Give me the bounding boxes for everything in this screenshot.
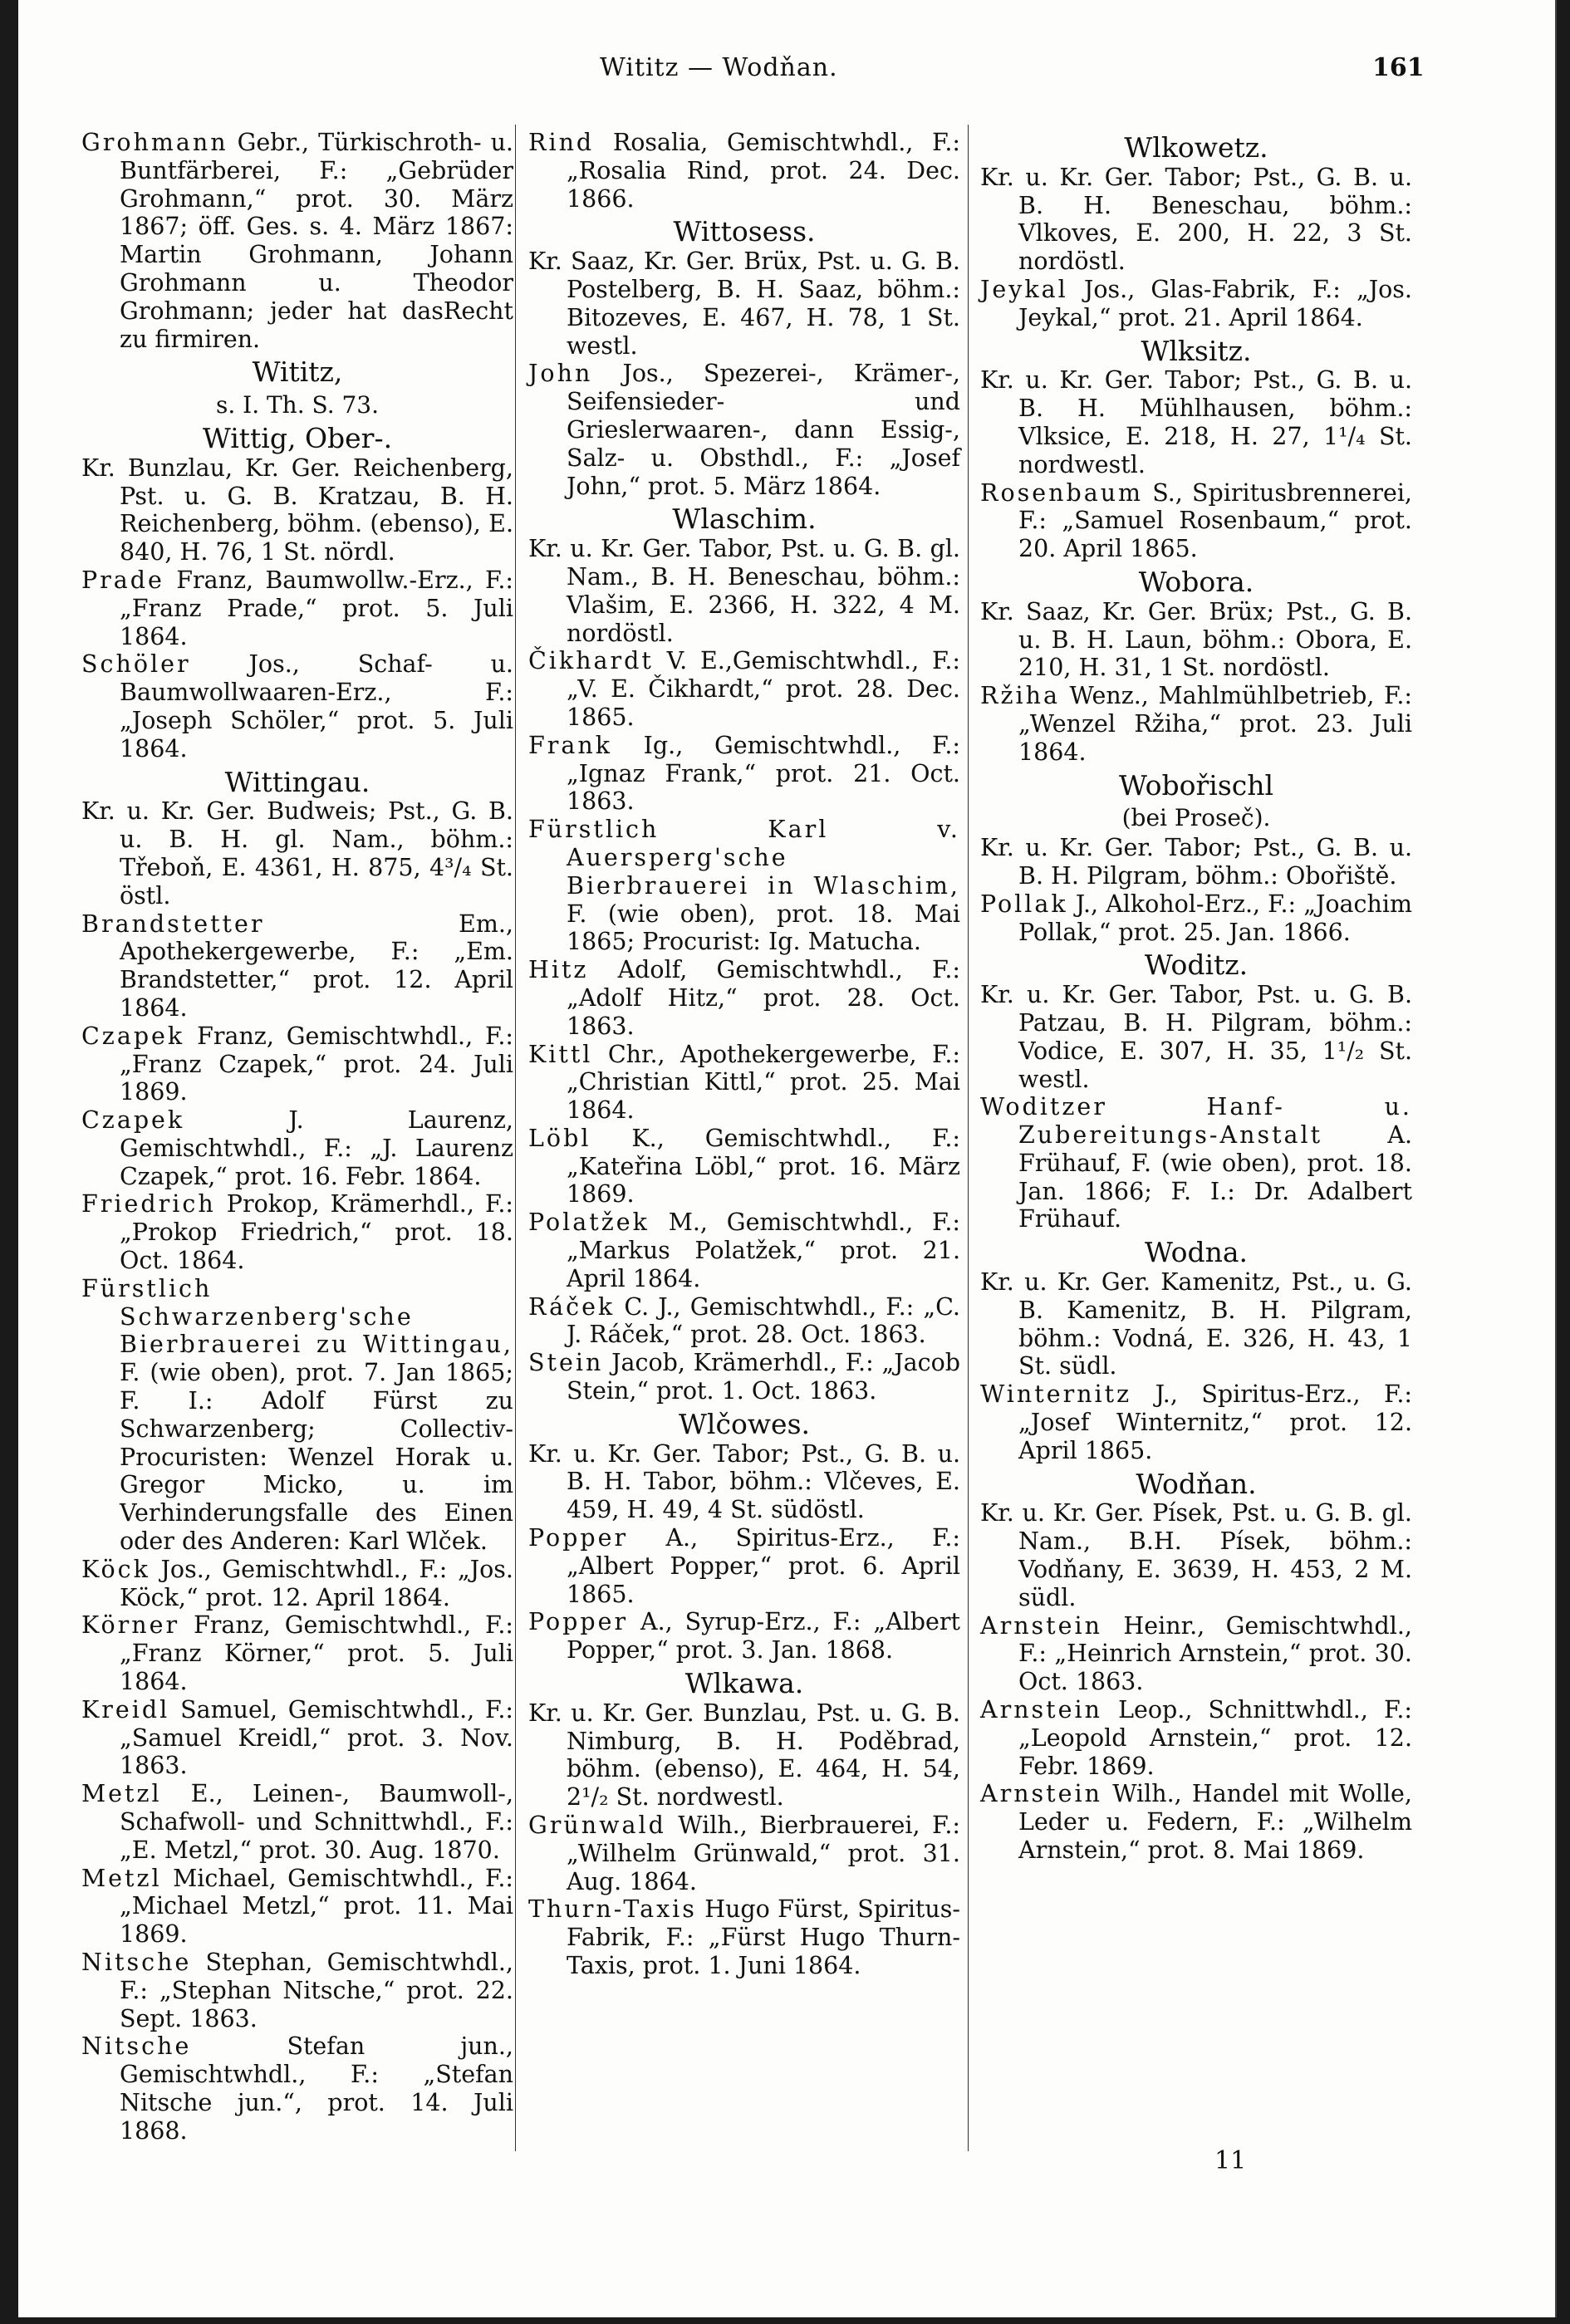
entry-text: Kr. u. Kr. Ger. Tabor; Pst., G. B. u. B. H. Beneschau, böhm.: Vlkoves, E. 200, H. 22, 3 St. nordöstl. xyxy=(980,163,1412,276)
entry-text: Michael, Gemischtwhdl., F.: „Michael Metzl,“ prot. 11. Mai 1869. xyxy=(120,1864,513,1949)
entry-text: Kr. Saaz, Kr. Ger. Brüx, Pst. u. G. B. Postelberg, B. H. Saaz, böhm.: Bitozeves, E. 467, H. 78, 1 St. westl. xyxy=(528,248,960,360)
firm-entry xyxy=(528,1895,960,1979)
firm-name: Löbl xyxy=(528,1124,591,1152)
firm-name: Arnstein xyxy=(980,1780,1102,1808)
entry-text: Kr. u. Kr. Ger. Bunzlau, Pst. u. G. B. Nimburg, B. H. Poděbrad, böhm. (ebenso), E. 464, H. 54, 2¹/₂ St. nordwestl. xyxy=(528,1699,960,1812)
firm-entry xyxy=(81,1556,513,1612)
book-page xyxy=(18,0,1557,2317)
entry-text: Kr. Saaz, Kr. Ger. Brüx; Pst., G. B. u. B. H. Laun, böhm.: Obora, E. 210, H. 31, 1 St. nordöstl. xyxy=(980,597,1412,682)
page-number: 161 xyxy=(1372,53,1425,82)
location-info xyxy=(528,248,960,360)
entry-text: Ig., Gemischtwhdl., F.: „Ignaz Frank,“ prot. 21. Oct. 1863. xyxy=(567,731,960,816)
entry-text: Kr. Bunzlau, Kr. Ger. Reichenberg, Pst. u. G. B. Kratzau, B. H. Reichenberg, böhm. (ebenso), E. 840, H. 76, 1 St. nördl. xyxy=(81,454,513,566)
firm-entry xyxy=(528,1349,960,1405)
entry-text: Kr. u. Kr. Ger. Tabor, Pst. u. G. B. gl. Nam., B. H. Beneschau, böhm.: Vlašim, E. 2366, H. 322, 4 M. nordöstl. xyxy=(528,535,960,647)
running-title: Wititz — Wodňan. xyxy=(600,53,838,82)
entry-text: Jos., Glas-Fabrik, F.: „Jos. Jeykal,“ prot. 21. April 1864. xyxy=(1018,275,1412,331)
firm-name: Prade xyxy=(81,566,164,594)
entry-text: Kr. u. Kr. Ger. Kamenitz, Pst., u. G. B. Kamenitz, B. H. Pilgram, böhm.: Vodná, E. 326, H. 43, 1 St. südl. xyxy=(980,1268,1412,1380)
firm-name: Hitz xyxy=(528,956,589,984)
entry-text: Jos., Gemischtwhdl., F.: „Jos. Köck,“ prot. 12. April 1864. xyxy=(120,1555,513,1611)
firm-entry xyxy=(528,1041,960,1125)
entry-text: C. J., Gemischtwhdl., F.: „C. J. Ráček,“ prot. 28. Oct. 1863. xyxy=(567,1292,960,1349)
firm-name: Arnstein xyxy=(980,1696,1102,1724)
entry-text: E., Leinen-, Baumwoll-, Schafwoll- und Schnittwhdl., F.: „E. Metzl,“ prot. 30. Aug. 1870. xyxy=(120,1780,513,1864)
firm-entry xyxy=(528,1812,960,1895)
town-heading: Woditz. xyxy=(1144,949,1249,982)
entry-text: S., Spiritusbrennerei, F.: „Samuel Rosenbaum,“ prot. 20. April 1865. xyxy=(1018,478,1412,563)
entry-text: Jos., Schaf- u. Baumwollwaaren-Erz., F.: „Joseph Schöler,“ prot. 5. Juli 1864. xyxy=(120,650,513,762)
firm-entry xyxy=(980,1612,1412,1696)
firm-entry xyxy=(528,647,960,731)
entry-text: Chr., Apothekergewerbe, F.: „Christian Kittl,“ prot. 25. Mai 1864. xyxy=(567,1040,960,1125)
firm-entry xyxy=(81,1106,513,1190)
firm-name: Stein xyxy=(528,1349,604,1377)
firm-entry xyxy=(980,1380,1412,1464)
firm-entry xyxy=(528,1608,960,1665)
firm-name: Rosenbaum xyxy=(980,478,1144,507)
entry-text: Wilh., Bierbrauerei, F.: „Wilhelm Grünwald,“ prot. 31. Aug. 1864. xyxy=(567,1812,960,1895)
firm-entry xyxy=(81,1022,513,1106)
entry-text: Rosalia, Gemischtwhdl., F.: „Rosalia Rind, prot. 24. Dec. 1866. xyxy=(567,129,960,213)
town-heading: Wittosess. xyxy=(673,215,816,248)
firm-name: Kreidl xyxy=(81,1695,170,1723)
town-heading: Wlksitz. xyxy=(1141,334,1252,367)
firm-entry xyxy=(528,1209,960,1292)
firm-name: Thurn-Taxis xyxy=(528,1895,697,1924)
entry-text: A. Frühauf, F. (wie oben), prot. 18. Jan. 1866; F. I.: Dr. Adalbert Frühauf. xyxy=(1018,1121,1412,1233)
town-heading: Wlkowetz. xyxy=(1124,131,1268,164)
firm-name: Friedrich xyxy=(81,1190,216,1218)
entry-text: Franz, Gemischtwhdl., F.: „Franz Körner,“ prot. 5. Juli 1864. xyxy=(120,1611,513,1696)
location-info xyxy=(980,1268,1412,1380)
entry-text: Kr. u. Kr. Ger. Písek, Pst. u. G. B. gl. Nam., B.H. Písek, böhm.: Vodňany, E. 3639, H. 453, 2 M. südl. xyxy=(980,1499,1412,1611)
firm-name: Rind xyxy=(528,129,595,156)
entry-text: Jacob, Krämerhdl., F.: „Jacob Stein,“ prot. 1. Oct. 1863. xyxy=(567,1349,960,1405)
entry-text: F. (wie oben), prot. 7. Jan 1865; F. I.: Adolf Fürst zu Schwarzenberg; Collectiv-Procuristen: Wenzel Horak u. Gregor Micko, u. im Verhinderungsfalle des Einen oder des Anderen: Karl Wlček. xyxy=(120,1359,513,1556)
town-heading: Wodna. xyxy=(1144,1236,1249,1269)
firm-entry xyxy=(81,1780,513,1864)
firm-entry xyxy=(81,1190,513,1274)
firm-name: Grünwald xyxy=(528,1812,666,1840)
firm-entry xyxy=(528,129,960,213)
firm-entry xyxy=(81,1696,513,1780)
entry-text: J., Spiritus-Erz., F.: „Josef Winternitz,“ prot. 12. April 1865. xyxy=(1018,1380,1412,1464)
entry-text: Kr. u. Kr. Ger. Tabor; Pst., G. B. u. B. H. Tabor, böhm.: Vlčeves, E. 459, H. 49, 4 St. südöstl. xyxy=(528,1439,960,1524)
firm-name: Ráček xyxy=(528,1292,616,1321)
entry-text: Wilh., Handel mit Wolle, Leder u. Federn, F.: „Wilhelm Arnstein,“ prot. 8. Mai 1869. xyxy=(1018,1780,1412,1865)
location-info xyxy=(528,535,960,647)
firm-entry xyxy=(528,360,960,500)
town-heading: Wobořischl xyxy=(1118,768,1274,802)
firm-name: Fürstlich Schwarzenberg'sche Bierbrauerei zu Wittingau, xyxy=(81,1274,513,1359)
firm-name: Metzl xyxy=(81,1780,162,1808)
page-header xyxy=(18,53,1555,103)
location-info xyxy=(81,797,513,909)
firm-name: John xyxy=(528,360,593,388)
entry-text: Heinr., Gemischtwhdl., F.: „Heinrich Arnstein,“ prot. 30. Oct. 1863. xyxy=(1018,1611,1412,1696)
firm-name: Woditzer Hanf- u. Zubereitungs-Anstalt xyxy=(980,1093,1412,1150)
location-info xyxy=(528,1699,960,1812)
town-heading: Wobora. xyxy=(1138,565,1254,598)
firm-entry xyxy=(528,1524,960,1608)
firm-name: Kittl xyxy=(528,1040,593,1068)
firm-name: Schöler xyxy=(81,650,191,679)
firm-name: Czapek xyxy=(81,1022,185,1050)
entry-text: Kr. u. Kr. Ger. Budweis; Pst., G. B. u. B. H. gl. Nam., böhm.: Třeboň, E. 4361, H. 875, 4³/₄ St. östl. xyxy=(81,797,513,909)
column-2 xyxy=(528,129,960,1980)
firm-name: Ržiha xyxy=(980,682,1060,710)
column-rule xyxy=(515,125,516,2151)
firm-name: Popper xyxy=(528,1524,629,1552)
town-heading: Wodňan. xyxy=(1136,1467,1257,1500)
town-heading: Wlkawa. xyxy=(684,1667,804,1700)
firm-name: Popper xyxy=(528,1608,629,1636)
entry-text: Prokop, Krämerhdl., F.: „Prokop Friedrich,“ prot. 18. Oct. 1864. xyxy=(120,1190,513,1275)
entry-text: J., Alkohol-Erz., F.: „Joachim Pollak,“ prot. 25. Jan. 1866. xyxy=(1018,890,1412,946)
firm-entry xyxy=(528,816,960,956)
entry-text: Jos., Spezerei-, Krämer-, Seifensieder- und Grieslerwaaren-, dann Essig-, Salz- u. Obsthdl., F.: „Josef John,“ prot. 5. März 1864. xyxy=(567,360,960,500)
town-note: s. I. Th. S. 73. xyxy=(215,391,380,419)
firm-name: Köck xyxy=(81,1555,150,1583)
entry-text: F. (wie oben), prot. 18. Mai 1865; Procurist: Ig. Matucha. xyxy=(567,900,960,956)
firm-entry xyxy=(980,1093,1412,1233)
town-heading: Wlčowes. xyxy=(678,1407,811,1440)
entry-text: J. Laurenz, Gemischtwhdl., F.: „J. Laurenz Czapek,“ prot. 16. Febr. 1864. xyxy=(120,1106,513,1190)
entry-text: Kr. u. Kr. Ger. Tabor, Pst. u. G. B. Patzau, B. H. Pilgram, böhm.: Vodice, E. 307, H. 35, 1¹/₂ St. westl. xyxy=(980,981,1412,1093)
firm-name: Frank xyxy=(528,731,613,759)
entry-text: K., Gemischtwhdl., F.: „Kateřina Löbl,“ prot. 16. März 1869. xyxy=(567,1124,960,1209)
entry-text: Hugo Fürst, Spiritus-Fabrik, F.: „Fürst Hugo Thurn-Taxis, prot. 1. Juni 1864. xyxy=(567,1895,960,1979)
entry-text: M., Gemischtwhdl., F.: „Markus Polatžek,“ prot. 21. April 1864. xyxy=(567,1209,960,1292)
firm-entry xyxy=(81,1949,513,2032)
entry-text: Franz, Baumwollw.-Erz., F.: „Franz Prade,“ prot. 5. Juli 1864. xyxy=(120,566,513,650)
firm-name: Grohmann xyxy=(81,129,228,156)
firm-name: Čikhardt xyxy=(528,647,654,675)
firm-name: Pollak xyxy=(980,890,1068,918)
firm-entry xyxy=(980,682,1412,766)
firm-entry xyxy=(81,2032,513,2145)
firm-entry xyxy=(81,566,513,650)
firm-entry xyxy=(528,732,960,816)
firm-entry xyxy=(81,1611,513,1695)
printer-signature: 11 xyxy=(1214,2146,1247,2175)
location-info xyxy=(980,598,1412,682)
firm-entry xyxy=(81,1865,513,1949)
location-info xyxy=(980,1499,1412,1611)
location-info xyxy=(980,164,1412,276)
column-rule xyxy=(968,125,969,2151)
firm-entry xyxy=(81,650,513,762)
firm-name: Polatžek xyxy=(528,1209,650,1237)
entry-text: Kr. u. Kr. Ger. Tabor; Pst., G. B. u. B. H. Mühlhausen, böhm.: Vlksice, E. 218, H. 27, 1¹/₄ St. nordwestl. xyxy=(980,366,1412,478)
entry-text: V. E.,Gemischtwhdl., F.: „V. E. Čikhardt,“ prot. 28. Dec. 1865. xyxy=(567,647,960,731)
firm-entry xyxy=(528,1293,960,1350)
town-heading: Wittig, Ober-. xyxy=(202,421,393,454)
town-note: (bei Proseč). xyxy=(1121,804,1271,832)
entry-text: Stefan jun., Gemischtwhdl., F.: „Stefan Nitsche jun.“, prot. 14. Juli 1868. xyxy=(120,2032,513,2145)
firm-name: Nitsche xyxy=(81,2032,192,2061)
entry-text: Adolf, Gemischtwhdl., F.: „Adolf Hitz,“ prot. 28. Oct. 1863. xyxy=(567,956,960,1040)
location-info xyxy=(528,1440,960,1524)
firm-entry xyxy=(528,1125,960,1209)
entry-text: Wenz., Mahlmühlbetrieb, F.: „Wenzel Ržiha,“ prot. 23. Juli 1864. xyxy=(1018,682,1412,766)
entry-text: Leop., Schnittwhdl., F.: „Leopold Arnstein,“ prot. 12. Febr. 1869. xyxy=(1018,1696,1412,1780)
town-heading: Wlaschim. xyxy=(672,503,817,536)
entry-text: A., Syrup-Erz., F.: „Albert Popper,“ prot. 3. Jan. 1868. xyxy=(567,1608,960,1665)
location-info xyxy=(81,454,513,566)
firm-entry xyxy=(980,276,1412,332)
firm-entry xyxy=(81,129,513,353)
firm-entry xyxy=(980,479,1412,563)
location-info xyxy=(980,981,1412,1093)
firm-name: Metzl xyxy=(81,1864,162,1892)
firm-name: Arnstein xyxy=(980,1611,1102,1640)
entry-text: Kr. u. Kr. Ger. Tabor; Pst., G. B. u. B. H. Pilgram, böhm.: Obořiště. xyxy=(980,834,1412,890)
firm-entry xyxy=(980,890,1412,947)
firm-entry xyxy=(81,910,513,1022)
firm-name: Jeykal xyxy=(980,275,1068,303)
location-info xyxy=(980,366,1412,478)
column-1 xyxy=(81,129,513,2145)
town-heading: Wititz, xyxy=(252,355,343,389)
firm-name: Körner xyxy=(81,1611,180,1640)
firm-entry xyxy=(980,1780,1412,1864)
entry-text: Samuel, Gemischtwhdl., F.: „Samuel Kreidl,“ prot. 3. Nov. 1863. xyxy=(120,1695,513,1780)
firm-entry xyxy=(81,1275,513,1556)
firm-name: Fürstlich Karl v. Auersperg'sche Bierbrauerei in Wlaschim, xyxy=(528,816,960,900)
entry-text: Stephan, Gemischtwhdl., F.: „Stephan Nitsche,“ prot. 22. Sept. 1863. xyxy=(120,1949,513,2032)
firm-entry xyxy=(980,1696,1412,1780)
column-3 xyxy=(980,129,1412,1865)
entry-text: Gebr., Türkischroth- u. Buntfärberei, F.: „Gebrüder Grohmann,“ prot. 30. März 1867; öff. Ges. s. 4. März 1867: Martin Grohmann, Johann Grohmann u. Theodor Grohmann; jeder hat dasRecht zu firmiren. xyxy=(120,129,513,353)
location-info xyxy=(980,834,1412,890)
entry-text: Em., Apothekergewerbe, F.: „Em. Brandstetter,“ prot. 12. April 1864. xyxy=(120,909,513,1022)
firm-name: Czapek xyxy=(81,1106,185,1135)
firm-name: Winternitz xyxy=(980,1380,1132,1409)
entry-text: A., Spiritus-Erz., F.: „Albert Popper,“ prot. 6. April 1865. xyxy=(567,1524,960,1608)
firm-entry xyxy=(528,956,960,1040)
firm-name: Nitsche xyxy=(81,1949,192,1976)
town-heading: Wittingau. xyxy=(224,765,370,798)
entry-text: Franz, Gemischtwhdl., F.: „Franz Czapek,“ prot. 24. Juli 1869. xyxy=(120,1022,513,1106)
firm-name: Brandstetter xyxy=(81,909,265,938)
